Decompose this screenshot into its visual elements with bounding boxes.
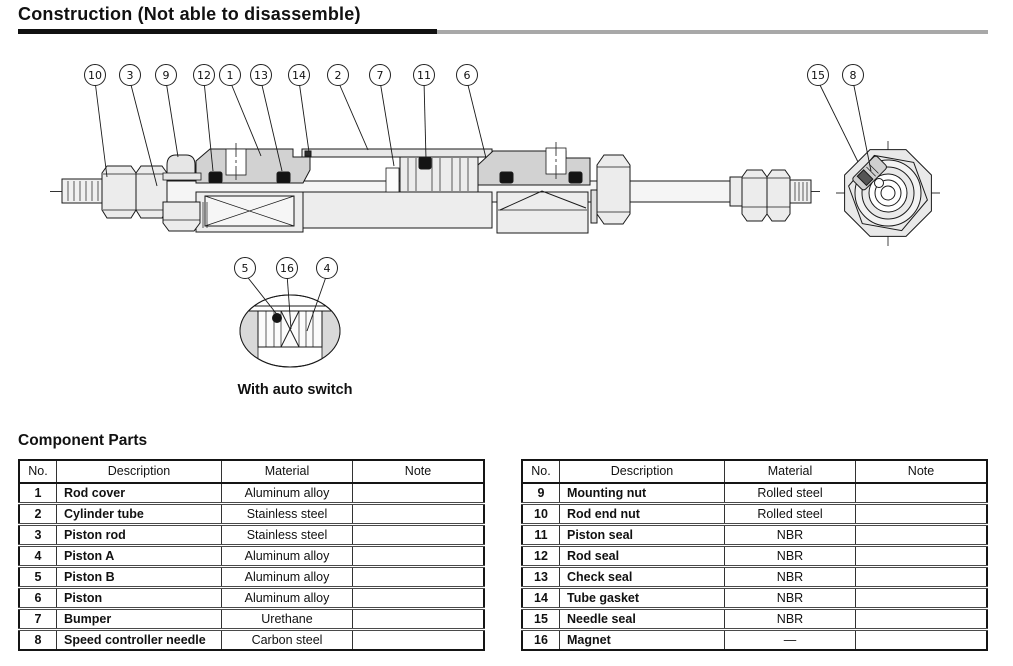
note-cell [856,630,988,651]
cylinder-tube [302,149,492,157]
table-row [522,567,987,588]
material-cell: Rolled steel [725,504,856,525]
callout-number: 4 [323,262,331,275]
material-cell: NBR [725,609,856,630]
material-cell: Aluminum alloy [222,483,353,504]
rod-end-right [730,170,811,221]
component-table-left [18,459,485,651]
rod-end-nut [102,166,167,218]
note-cell [353,504,485,525]
column-header: No. [19,460,57,483]
description-cell: Magnet [560,630,725,651]
auto-switch-rail [196,192,303,232]
description-cell: Cylinder tube [57,504,222,525]
table-row [522,546,987,567]
end-view [836,141,940,246]
table-row [19,525,484,546]
piston-assembly [386,157,478,192]
no-cell: 6 [19,588,57,609]
table-row [522,504,987,525]
description-cell: Piston B [57,567,222,588]
callout-number: 1 [226,69,234,82]
material-cell: Rolled steel [725,483,856,504]
callout-10 [85,65,108,178]
callout-number: 9 [162,69,170,82]
no-cell: 16 [522,630,560,651]
page-title: Construction (Not able to disassemble) [18,4,361,24]
header-row [522,460,987,483]
description-cell: Tube gasket [560,588,725,609]
callout-number: 13 [254,69,268,82]
callout-number: 7 [376,69,384,82]
no-cell: 9 [522,483,560,504]
note-cell [353,483,485,504]
material-cell: Aluminum alloy [222,588,353,609]
material-cell: NBR [725,525,856,546]
no-cell: 8 [19,630,57,651]
table-row [19,588,484,609]
callout-number: 16 [280,262,294,275]
rod-seal [209,172,222,183]
table-row [522,630,987,651]
detail-caption: With auto switch [237,382,353,398]
column-header: Description [57,460,222,483]
callout-number: 3 [126,69,134,82]
no-cell: 4 [19,546,57,567]
component-table-right [521,459,988,651]
no-cell: 11 [522,525,560,546]
section-heading: Component Parts [18,432,148,449]
description-cell: Piston rod [57,525,222,546]
material-cell: Stainless steel [222,504,353,525]
no-cell: 1 [19,483,57,504]
header-row [19,460,484,483]
material-cell: Aluminum alloy [222,546,353,567]
table-row [19,546,484,567]
description-cell: Bumper [57,609,222,630]
description-cell: Piston [57,588,222,609]
callout-9 [156,65,179,158]
callout-number: 10 [88,69,102,82]
callout-number: 14 [292,69,306,82]
callout-6 [457,65,487,159]
note-cell [856,588,988,609]
no-cell: 12 [522,546,560,567]
bumper [386,168,399,192]
note-cell [856,483,988,504]
material-cell: NBR [725,546,856,567]
rod-cover-right [478,142,590,185]
rod-cover-left [196,143,310,183]
table-row [522,525,987,546]
description-cell: Speed controller needle [57,630,222,651]
description-cell: Rod end nut [560,504,725,525]
note-cell [353,609,485,630]
material-cell: Stainless steel [222,525,353,546]
auto-switch-detail [240,295,342,371]
note-cell [856,546,988,567]
column-header: Material [222,460,353,483]
material-cell: — [725,630,856,651]
note-cell [856,525,988,546]
rod-thread-left [62,179,105,203]
no-cell: 5 [19,567,57,588]
table-row [19,504,484,525]
table-row [522,588,987,609]
note-cell [353,630,485,651]
washer [591,190,597,223]
callout-2 [328,65,369,151]
no-cell: 14 [522,588,560,609]
mounting-nut-right [597,155,630,224]
table-row [522,609,987,630]
cover-exterior-lower [497,191,588,233]
no-cell: 10 [522,504,560,525]
table-row [19,609,484,630]
table-row [19,483,484,504]
cylinder-tube-lower [303,192,492,228]
callout-number: 8 [849,69,857,82]
table-row [522,483,987,504]
material-cell: NBR [725,588,856,609]
column-header: Note [856,460,988,483]
callout-number: 15 [811,69,825,82]
callout-number: 2 [334,69,342,82]
column-header: Note [353,460,485,483]
callout-number: 5 [241,262,249,275]
material-cell: Carbon steel [222,630,353,651]
note-cell [353,546,485,567]
callout-number: 6 [463,69,471,82]
check-seal [277,172,290,183]
column-header: Material [725,460,856,483]
description-cell: Mounting nut [560,483,725,504]
no-cell: 2 [19,504,57,525]
material-cell: Urethane [222,609,353,630]
no-cell: 13 [522,567,560,588]
description-cell: Rod seal [560,546,725,567]
note-cell [856,609,988,630]
table-row [19,630,484,651]
note-cell [856,504,988,525]
note-cell [856,567,988,588]
piston-seal [419,157,431,169]
note-cell [353,525,485,546]
tube-gasket [305,151,311,156]
callout-11 [414,65,435,160]
description-cell: Piston seal [560,525,725,546]
no-cell: 7 [19,609,57,630]
description-cell: Needle seal [560,609,725,630]
note-cell [353,567,485,588]
column-header: No. [522,460,560,483]
note-cell [353,588,485,609]
material-cell: NBR [725,567,856,588]
table-row [19,567,484,588]
material-cell: Aluminum alloy [222,567,353,588]
no-cell: 15 [522,609,560,630]
description-cell: Check seal [560,567,725,588]
callout-number: 11 [417,69,431,82]
column-header: Description [560,460,725,483]
callout-14 [289,65,310,153]
callout-number: 12 [197,69,211,82]
no-cell: 3 [19,525,57,546]
description-cell: Rod cover [57,483,222,504]
description-cell: Piston A [57,546,222,567]
